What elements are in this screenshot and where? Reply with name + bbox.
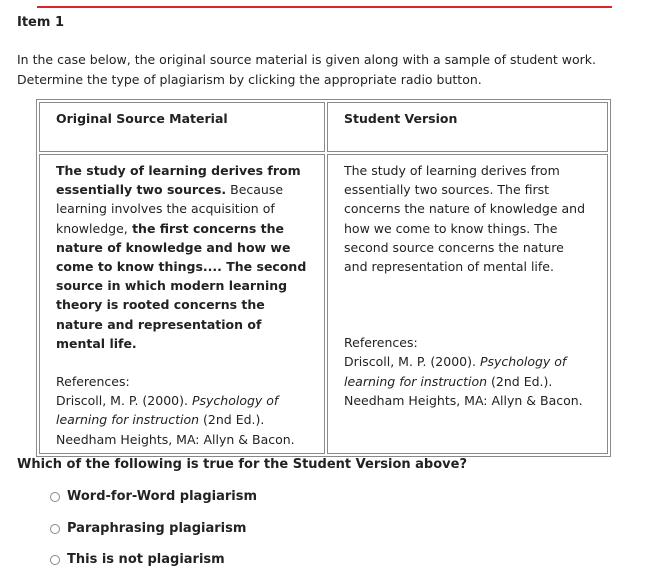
- reference-title: Psychology of learning for instruction: [56, 393, 279, 428]
- reference-author: Driscoll, M. P. (2000).: [56, 393, 188, 409]
- option-paraphrasing[interactable]: [50, 521, 246, 536]
- option-label[interactable]: Paraphrasing plagiarism: [67, 521, 247, 536]
- reference-title: Psychology of learning for instruction: [344, 354, 567, 389]
- header-original: Original Source Material: [39, 102, 325, 152]
- reference-author: Driscoll, M. P. (2000).: [344, 354, 476, 370]
- table-header-row: [39, 102, 608, 152]
- comparison-table: [36, 99, 611, 457]
- table-body-row: [39, 154, 608, 454]
- original-plain: Because learning involves the acquisition of knowledge,: [56, 182, 284, 236]
- instructions-line-2: Determine the type of plagiarism by clicking the appropriate radio button.: [17, 72, 482, 87]
- original-bold-2: the first concerns the nature of knowledge and how we come to know things.... The second source in which modern learning theory is rooted concerns the nature and representation of mental life.: [56, 220, 307, 351]
- radio-button-icon[interactable]: [50, 492, 60, 502]
- student-passage: The study of learning derives from essentially two sources. The first concerns the nature of knowledge and how we come to know things. The second source concerns the nature and representation of mental life.: [344, 163, 586, 275]
- student-references: [344, 333, 591, 410]
- radio-button-icon[interactable]: [50, 555, 60, 565]
- reference-publisher: Needham Heights, MA: Allyn & Bacon.: [56, 431, 295, 447]
- option-word-for-word[interactable]: [50, 489, 257, 504]
- option-label[interactable]: This is not plagiarism: [67, 552, 225, 567]
- instructions-line-1: In the case below, the original source material is given along with a sample of student work.: [17, 52, 597, 67]
- original-cell: [39, 154, 325, 454]
- original-references: [56, 372, 308, 449]
- radio-button-icon[interactable]: [50, 524, 60, 534]
- header-student: Student Version: [327, 102, 608, 152]
- reference-edition: (2nd Ed.).: [203, 412, 265, 428]
- student-cell: [327, 154, 608, 454]
- original-passage: [56, 161, 308, 353]
- top-divider: [37, 6, 612, 8]
- option-not-plagiarism[interactable]: [50, 552, 225, 567]
- instructions: [17, 50, 617, 90]
- item-title: Item 1: [17, 15, 64, 30]
- original-bold-1: The study of learning derives from essentially two sources.: [56, 163, 301, 198]
- question-text: Which of the following is true for the Student Version above?: [17, 457, 467, 472]
- reference-publisher: Needham Heights, MA: Allyn & Bacon.: [344, 392, 583, 408]
- references-label: References:: [56, 374, 130, 390]
- references-label: References:: [344, 335, 418, 351]
- reference-edition: (2nd Ed.).: [491, 373, 553, 389]
- option-label[interactable]: Word-for-Word plagiarism: [67, 489, 257, 504]
